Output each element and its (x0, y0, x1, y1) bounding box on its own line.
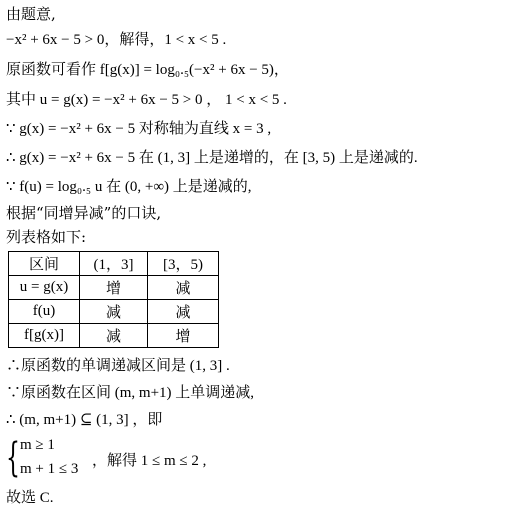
system-result: ，解得 1 ≤ m ≤ 2 , (92, 453, 207, 469)
inequality-2: m + 1 ≤ 3 (20, 461, 79, 477)
table-cell: 减 (148, 300, 219, 324)
table-header-cell: (1，3] (80, 252, 148, 276)
table-cell: 减 (80, 324, 148, 348)
text-line-3: 原函数可看作 f[g(x)] = log₀.₅(−x² + 6x − 5)， (6, 62, 289, 78)
table-header-row (9, 252, 219, 276)
text-line-10: ∴原函数的单调递减区间是 (1, 3] . (6, 358, 230, 374)
text-line-7: ∵ f(u) = log₀.₅ u 在 (0, +∞) 上是递减的, (6, 179, 252, 195)
answer-line: 故选 C. (6, 490, 54, 506)
table-header-cell: [3，5) (148, 252, 219, 276)
table-row (9, 324, 219, 348)
inequality-system (6, 435, 306, 483)
text-line-1: 由题意, (6, 5, 56, 23)
table-cell: 减 (148, 276, 219, 300)
table-cell: 减 (80, 300, 148, 324)
text-line-11: ∵原函数在区间 (m, m+1) 上单调递减, (6, 385, 255, 401)
text-line-8: 根据“同增异减”的口诀, (6, 204, 162, 222)
text-line-12: ∴ (m, m+1) ⊆ (1, 3] ，即 (6, 412, 163, 428)
table-row (9, 276, 219, 300)
table-cell: f(u) (9, 300, 80, 324)
text-line-4: 其中 u = g(x) = −x² + 6x − 5 > 0 ， 1 < x < 5 . (6, 92, 287, 108)
table-cell: f[g(x)] (9, 324, 80, 348)
table-cell: 增 (80, 276, 148, 300)
text-line-6: ∴ g(x) = −x² + 6x − 5 在 (1, 3] 上是递增的，在 [3, 5) 上是递减的. (6, 150, 418, 166)
left-brace: { (6, 435, 20, 481)
text-line-2: −x² + 6x − 5 > 0，解得，1 < x < 5 . (6, 32, 227, 48)
text-line-9: 列表格如下: (6, 228, 87, 246)
monotonicity-table (8, 251, 219, 348)
inequality-1: m ≥ 1 (20, 437, 55, 453)
table-cell: u = g(x) (9, 276, 80, 300)
table-cell: 增 (148, 324, 219, 348)
table-row (9, 300, 219, 324)
table-header-cell: 区间 (9, 252, 80, 276)
text-line-5: ∵ g(x) = −x² + 6x − 5 对称轴为直线 x = 3 , (6, 121, 272, 137)
